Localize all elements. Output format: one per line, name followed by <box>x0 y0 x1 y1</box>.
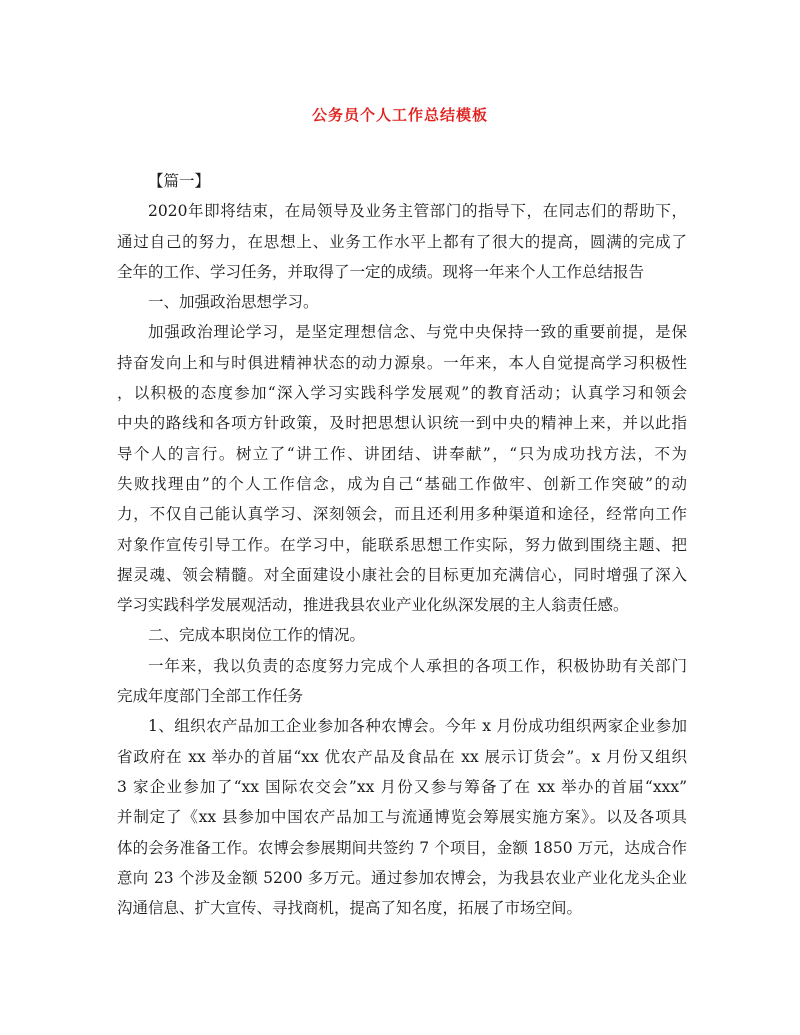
paragraph-line: 全年的工作、学习任务，并取得了一定的成绩。现将一年来个人工作总结报告 <box>117 262 645 281</box>
paragraph-line: 握灵魂、领会精髓。对全面建设小康社会的目标更加充满信心，同时增强了深入 <box>117 565 687 584</box>
subheading-political-study: 一、加强政治思想学习。 <box>148 293 319 312</box>
paragraph-line: 2020年即将结束，在局领导及业务主管部门的指导下，在同志们的帮助下， <box>148 202 687 221</box>
paragraph-line: 完成年度部门全部工作任务 <box>117 687 304 706</box>
paragraph-line: 力，不仅自己能认真学习、深刻领会，而且还利用多种渠道和途径，经常向工作 <box>117 505 687 524</box>
paragraph-line: 导个人的言行。树立了“讲工作、讲团结、讲奉献”，“只为成功找方法，不为 <box>117 444 687 463</box>
paragraph-line: 意向 23 个涉及金额 5200 多万元。通过参加农博会，为我县农业产业化龙头企业 <box>117 868 687 887</box>
paragraph-line: 持奋发向上和与时俱进精神状态的动力源泉。一年来，本人自觉提高学习积极性 <box>117 353 687 372</box>
paragraph-line: 1、组织农产品加工企业参加各种农博会。今年 x 月份成功组织两家企业参加 <box>148 717 687 736</box>
document-body <box>117 166 687 923</box>
document-title: 公务员个人工作总结模板 <box>311 106 488 124</box>
paragraph-line: 省政府在 xx 举办的首届“xx 优农产品及食品在 xx 展示订货会”。x 月份又组织 <box>117 747 687 766</box>
paragraph-line: 对象作宣传引导工作。在学习中，能联系思想工作实际，努力做到围绕主题、把 <box>117 535 687 554</box>
paragraph-line: 加强政治理论学习，是坚定理想信念、与党中央保持一致的重要前提，是保 <box>148 323 687 342</box>
paragraph-line: 通过自己的努力，在思想上、业务工作水平上都有了很大的提高，圆满的完成了 <box>117 232 687 251</box>
paragraph-line: 一年来，我以负责的态度努力完成个人承担的各项工作，积极协助有关部门 <box>148 656 687 675</box>
subheading-job-duties: 二、完成本职岗位工作的情况。 <box>148 626 366 645</box>
section-heading-part-one: 【篇一】 <box>148 172 211 190</box>
paragraph-line: 并制定了《xx 县参加中国农产品加工与流通博览会筹展实施方案》。以及各项具 <box>117 808 687 827</box>
paragraph-line: 中央的路线和各项方针政策，及时把思想认识统一到中央的精神上来，并以此指 <box>117 414 687 433</box>
paragraph-line: 沟通信息、扩大宣传、寻找商机，提高了知名度，拓展了市场空间。 <box>117 899 583 918</box>
paragraph-line: 体的会务准备工作。农博会参展期间共签约 7 个项目，金额 1850 万元，达成合作 <box>117 838 687 857</box>
paragraph-line: ，以积极的态度参加“深入学习实践科学发展观”的教育活动；认真学习和领会 <box>117 384 687 403</box>
paragraph-line: 3 家企业参加了“xx 国际农交会”xx 月份又参与筹备了在 xx 举办的首届“xxx” <box>117 777 687 796</box>
paragraph-line: 学习实践科学发展观活动，推进我县农业产业化纵深发展的主人翁责任感。 <box>117 596 629 615</box>
paragraph-line: 失败找理由”的个人工作信念，成为自己“基础工作做牢、创新工作突破”的动 <box>117 474 687 493</box>
